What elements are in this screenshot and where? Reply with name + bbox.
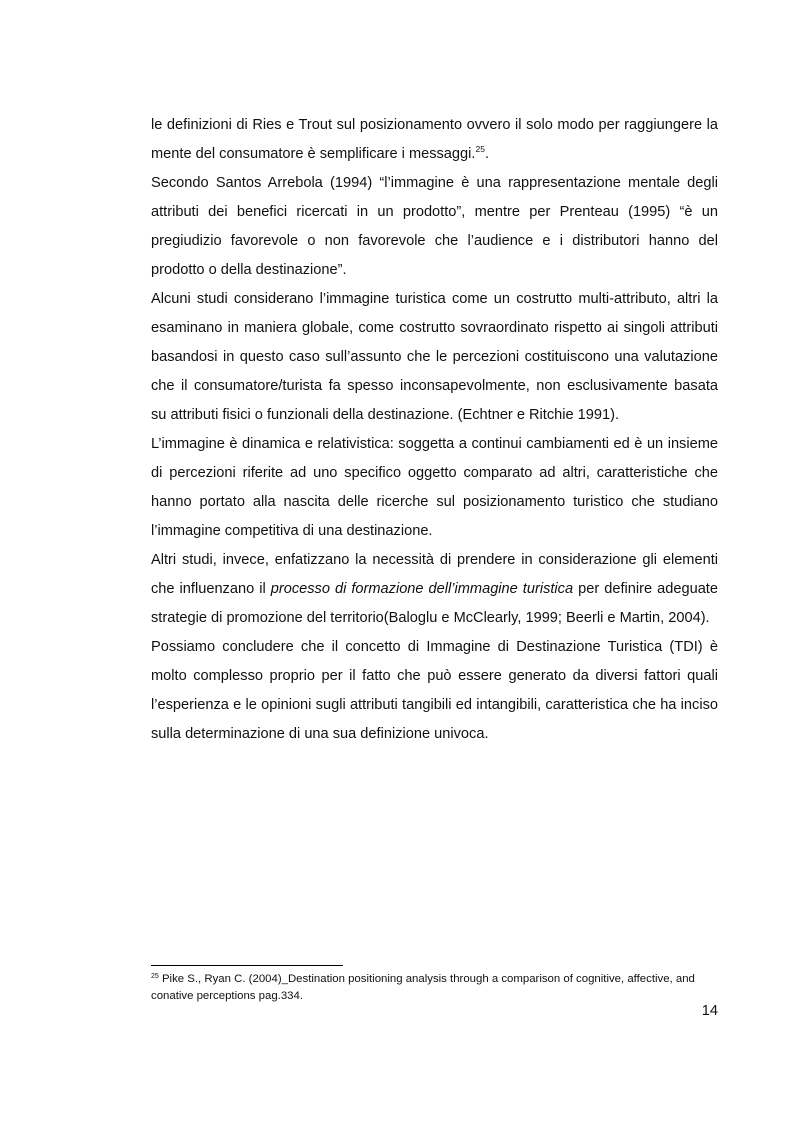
paragraph-text-after-emphasis: per definire adeguate strategie di promozione del territorio(Baloglu e McClearly, 1999; Beerli e Martin, 2004). bbox=[151, 581, 718, 626]
footnote-text: Pike S., Ryan C. (2004)_Destination positioning analysis through a comparison of cognitive, affective, and conative perceptions pag.334. bbox=[151, 973, 695, 1002]
paragraph-text-before-emphasis: Altri studi, invece, enfatizzano la necessità di prendere in considerazione gli elementi che influenzano il bbox=[151, 552, 718, 597]
paragraph-3: Alcuni studi considerano l’immagine turistica come un costrutto multi-attributo, altri la esaminano in maniera globale, come costrutto sovraordinato rispetto ai singoli attributi basandosi in questo caso sull’assunto che le percezioni costituiscono una valutazione che il consumatore/turista fa spesso inconsapevolmente, non esclusivamente basata su attributi fisici o funzionali della destinazione. (Echtner e Ritchie 1991). bbox=[151, 291, 718, 423]
paragraph-6: Possiamo concludere che il concetto di Immagine di Destinazione Turistica (TDI) è molto complesso proprio per il fatto che può essere generato da diversi fattori quali l’esperienza e le opinioni sugli attributi tangibili ed intangibili, caratteristica che ha inciso sulla determinazione di una sua definizione univoca. bbox=[151, 639, 718, 742]
emphasized-phrase: processo di formazione dell’immagine turistica bbox=[270, 581, 574, 597]
footnote-separator bbox=[151, 965, 343, 966]
paragraph-text: le definizioni di Ries e Trout sul posizionamento ovvero il solo modo per raggiungere la mente del consumatore è semplificare i messaggi. bbox=[151, 117, 718, 162]
paragraph-1 bbox=[151, 111, 718, 169]
paragraph-5 bbox=[151, 546, 718, 633]
footnote bbox=[151, 971, 718, 1005]
page-number: 14 bbox=[701, 1003, 718, 1019]
paragraph-4: L’immagine è dinamica e relativistica: soggetta a continui cambiamenti ed è un insieme di percezioni riferite ad uno specifico oggetto comparato ad altri, caratteristiche che hanno portato alla nascita delle ricerche sul posizionamento turistico che studiano l’immagine competitiva di una destinazione. bbox=[151, 436, 718, 539]
footnote-number: 25 bbox=[151, 973, 159, 980]
body-text bbox=[151, 111, 718, 749]
paragraph-2: Secondo Santos Arrebola (1994) “l’immagine è una rappresentazione mentale degli attributi dei benefici ricercati in un prodotto”, mentre per Prenteau (1995) “è un pregiudizio favorevole o non favorevole che l’audience e i distributori hanno del prodotto o della destinazione”. bbox=[151, 175, 718, 278]
footnote-reference[interactable]: 25 bbox=[475, 144, 485, 154]
paragraph-end-punctuation: . bbox=[484, 146, 489, 162]
